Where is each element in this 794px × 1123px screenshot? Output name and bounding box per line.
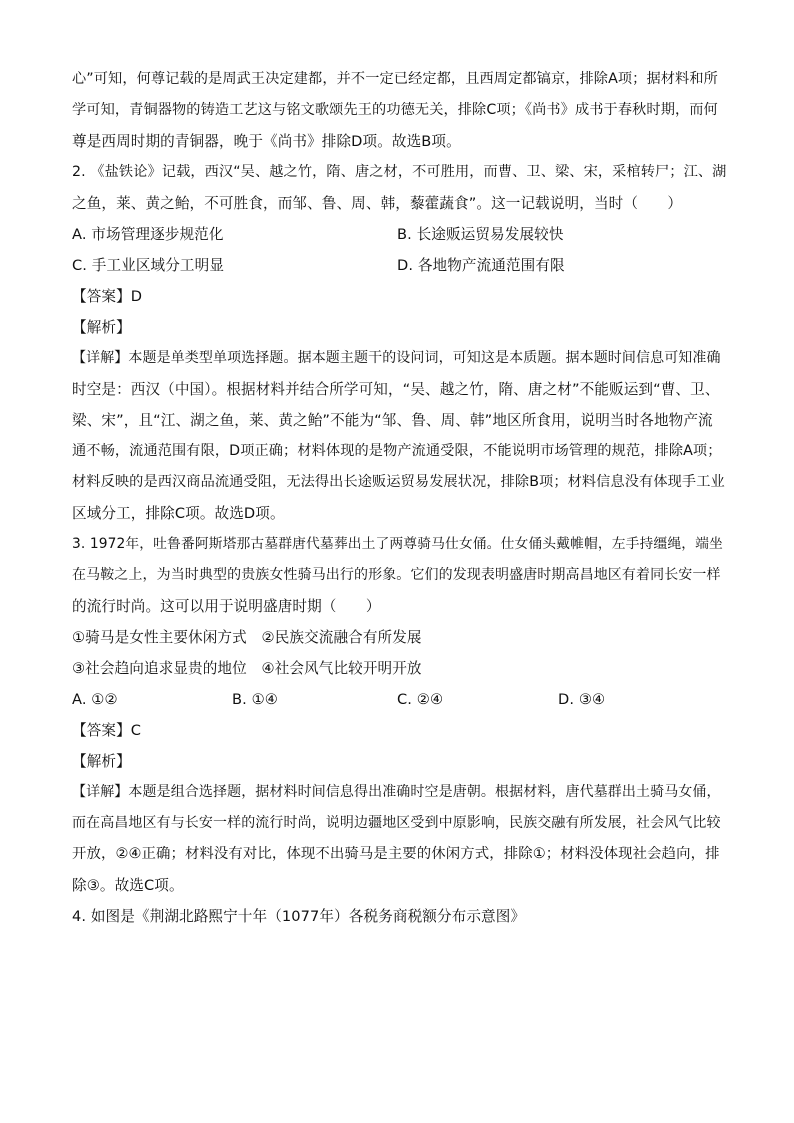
- options-row: [72, 219, 726, 250]
- q1-analysis-tail: [72, 64, 726, 157]
- question-stem-line: 在马鞍之上，为当时典型的贵族女性骑马出行的形象。它们的发现表明盛唐时期高昌地区有着同长安一样: [72, 567, 721, 583]
- question-stem-line: 4. 如图是《荆湖北路熙宁十年（1077年）各税务商税额分布示意图》: [72, 908, 526, 925]
- analysis-line: 梁、宋”，且“江、湖之鱼，莱、黄之鲐”不能为“邹、鲁、周、韩”地区所食用，说明当时各地物产流: [72, 412, 713, 429]
- answer-label: 【答案】C: [72, 722, 142, 739]
- options-row: [72, 250, 726, 281]
- analysis-line: 除③。故选C项。: [72, 877, 184, 894]
- question-stem-line: 2. 《盐铁论》记载，西汉“吴、越之竹，隋、唐之材，不可胜用，而曹、卫、梁、宋，采棺转尸；江、湖: [72, 164, 727, 180]
- analysis-line: 【详解】本题是单类型单项选择题。据本题主题干的设问词，可知这是本质题。据本题时间信息可知准确: [72, 350, 721, 366]
- option-b: B. 长途贩运贸易发展较快: [397, 226, 564, 243]
- analysis-line: 区域分工，排除C项。故选D项。: [72, 505, 285, 522]
- answer-label: 【答案】D: [72, 288, 143, 305]
- analysis-line: 而在高昌地区有与长安一样的流行时尚，说明边疆地区受到中原影响，民族交融有所发展，社会风气比较: [72, 815, 721, 831]
- text-line: 尊是西周时期的青铜器，晚于《尚书》排除D项。故选B项。: [72, 133, 461, 150]
- analysis-line: 通不畅，流通范围有限，D项正确；材料体现的是物产流通受限，不能说明市场管理的规范，排除A项；: [72, 443, 722, 459]
- choice-line: ①骑马是女性主要休闲方式 ②民族交流融合有所发展: [72, 629, 422, 646]
- question-2: [72, 157, 726, 529]
- option-c: C. ②④: [397, 691, 444, 708]
- options-row: [72, 684, 726, 715]
- option-a: A. 市场管理逐步规范化: [72, 226, 224, 243]
- question-stem-line: 3. 1972年，吐鲁番阿斯塔那古墓群唐代墓葬出土了两尊骑马仕女俑。仕女俑头戴帷帽，左手持缰绳，端坐: [72, 536, 723, 552]
- option-d: D. ③④: [558, 691, 606, 708]
- question-4: [72, 901, 726, 932]
- choice-line: ③社会趋向追求显贵的地位 ④社会风气比较开明开放: [72, 660, 422, 677]
- question-3: [72, 529, 726, 901]
- analysis-line: 开放，②④正确；材料没有对比，体现不出骑马是主要的休闲方式，排除①；材料没体现社会趋向，排: [72, 846, 720, 862]
- analysis-line: 时空是：西汉（中国）。根据材料并结合所学可知，“吴、越之竹，隋、唐之材”不能贩运到“曹、卫、: [72, 381, 720, 398]
- option-b: B. ①④: [232, 691, 278, 708]
- text-line: 心”可知，何尊记载的是周武王决定建都，并不一定已经定都，且西周定都镐京，排除A项；据材料和所: [72, 71, 718, 87]
- option-c: C. 手工业区域分工明显: [72, 257, 225, 274]
- option-a: A. ①②: [72, 691, 118, 708]
- text-line: 学可知，青铜器物的铸造工艺这与铭文歌颂先王的功德无关，排除C项；《尚书》成书于春秋时期，而何: [72, 102, 718, 118]
- question-stem-line: 的流行时尚。这可以用于说明盛唐时期（ ）: [72, 598, 381, 615]
- document-page: [72, 64, 726, 932]
- analysis-line: 【详解】本题是组合选择题，据材料时间信息得出准确时空是唐朝。根据材料，唐代墓群出土骑马女俑，: [72, 784, 721, 800]
- analysis-title: 【解析】: [72, 753, 131, 770]
- analysis-line: 材料反映的是西汉商品流通受阻，无法得出长途贩运贸易发展状况，排除B项；材料信息没有体现手工业: [72, 474, 725, 490]
- analysis-title: 【解析】: [72, 319, 131, 336]
- question-stem-line: 之鱼，莱、黄之鲐，不可胜食，而邹、鲁、周、韩，藜藿蔬食”。这一记载说明，当时（ ）: [72, 195, 683, 212]
- option-d: D. 各地物产流通范围有限: [397, 257, 565, 274]
